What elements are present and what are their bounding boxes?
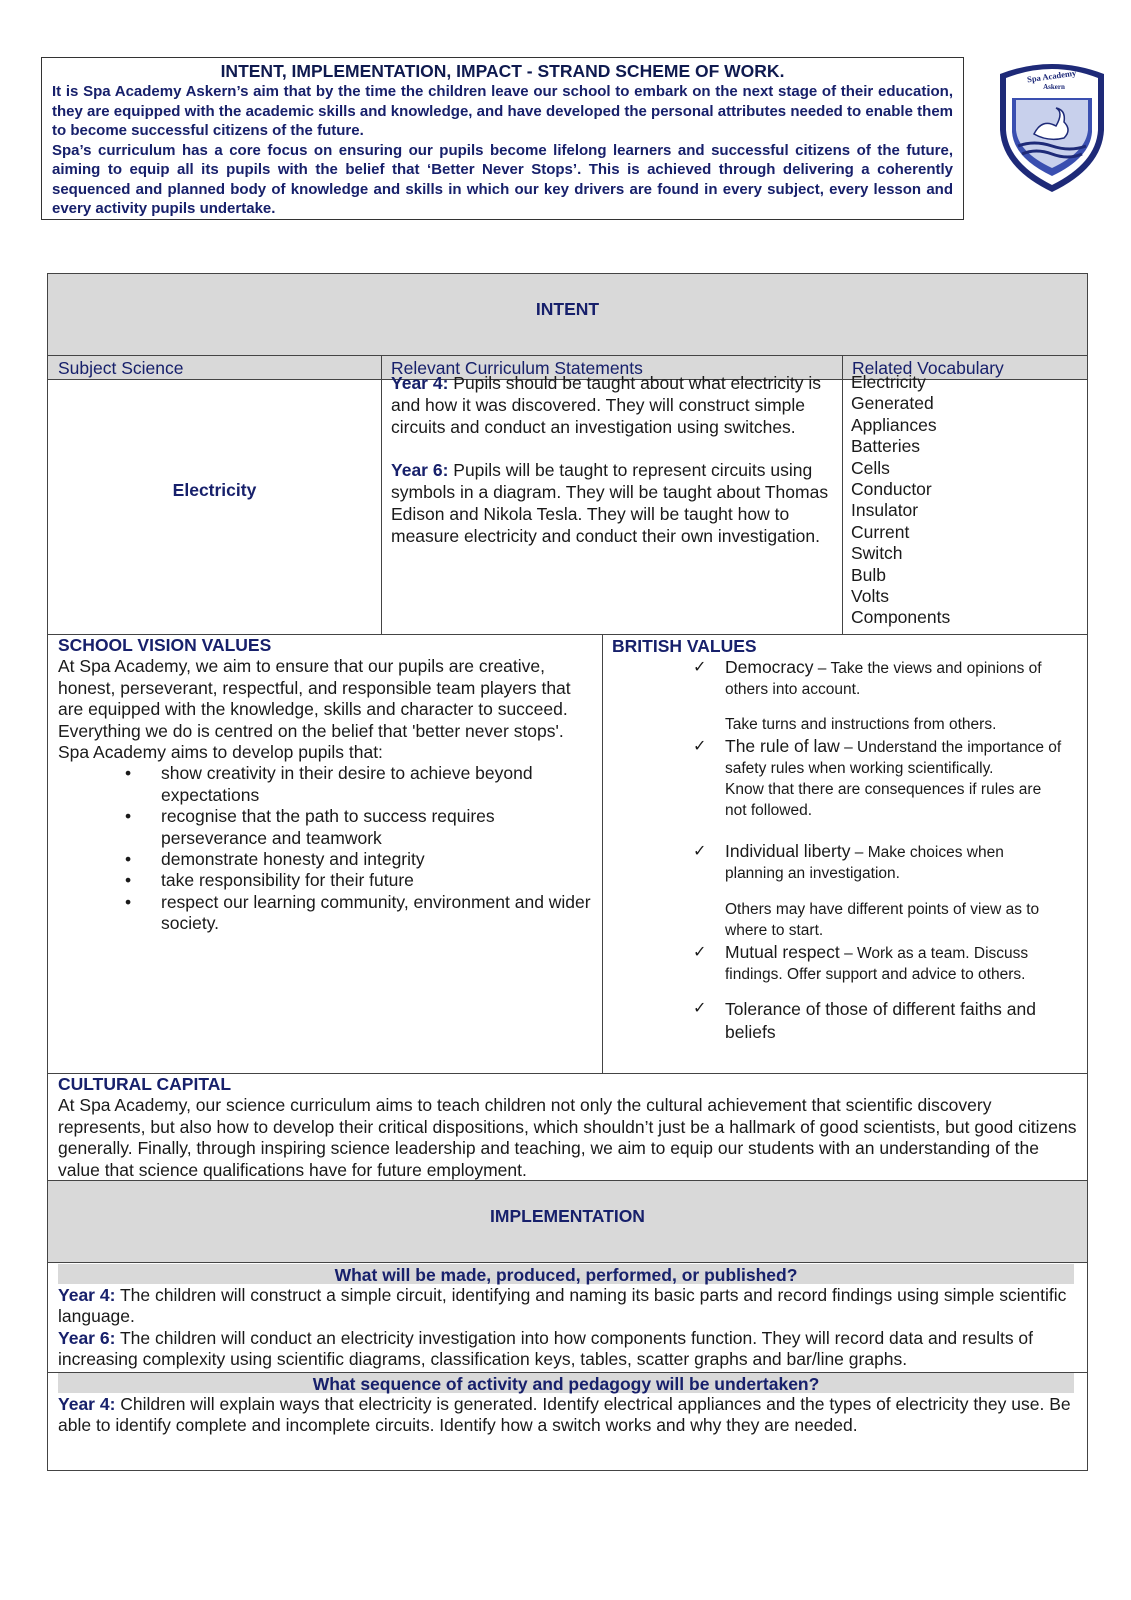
tolerance-item: Tolerance of those of different faiths and beliefs <box>725 999 1036 1042</box>
vocab-item: Conductor <box>851 479 932 500</box>
mutual-respect-label: Mutual respect <box>725 942 840 962</box>
checkmark-icon: ✓ <box>693 843 707 860</box>
implementation-title: IMPLEMENTATION <box>490 1206 645 1226</box>
divider <box>842 356 843 635</box>
logo-text-line2: Askern <box>1043 83 1065 91</box>
vision-bullet: • recognise that the path to success requires perseverance and teamwork <box>58 806 593 849</box>
vision-bullet: • respect our learning community, environment and wider society. <box>58 892 593 935</box>
rule-of-law-label: The rule of law <box>725 736 840 756</box>
year6-label: Year 6: <box>391 460 449 480</box>
cultural-capital <box>58 1074 1080 1181</box>
q1-year4-text: The children will construct a simple circuit, identifying and naming its basic parts and record findings using simple scientific language. <box>58 1285 1067 1327</box>
democracy-item <box>725 657 1065 700</box>
q1-year6-text: The children will conduct an electricity investigation into how components function. They will record data and results of increasing complexity using scientific diagrams, classification keys, tables, scatter graphs and bar/line graphs. <box>58 1327 1034 1370</box>
individual-liberty-label: Individual liberty <box>725 841 851 861</box>
checkmark-icon: ✓ <box>693 1000 707 1017</box>
british-values <box>612 635 1082 1073</box>
rule-of-law-item <box>725 736 1065 821</box>
intent-title: INTENT <box>535 299 600 319</box>
mutual-respect-text: – Work as a team. Discuss findings. Offer support and advice to others. <box>725 945 1029 983</box>
vocab-item: Generated <box>851 393 934 414</box>
checkmark-icon: ✓ <box>693 659 707 676</box>
vocab-item: Batteries <box>851 436 921 457</box>
vision-paragraph: At Spa Academy, we aim to ensure that our pupils are creative, honest, perseverant, respectful, and responsible team players that are equipped with the knowledge, skills and character to succeed. <box>58 656 571 720</box>
q1-year4 <box>58 1285 1080 1328</box>
year6-text: Pupils will be taught to represent circuits using symbols in a diagram. They will be taught about Thomas Edison and Nikola Tesla. They will be taught how to measure electricity and conduct their own investigation. <box>391 460 829 546</box>
sequence-content <box>58 1394 1080 1437</box>
cultural-capital-title: CULTURAL CAPITAL <box>58 1074 232 1094</box>
british-values-title: BRITISH VALUES <box>612 636 757 656</box>
header-box <box>41 57 964 220</box>
vision-bullet: • take responsibility for their future <box>58 870 593 891</box>
q1-year4-label: Year 4: <box>58 1285 116 1305</box>
vision-intro: Everything we do is centred on the belief that 'better never stops'. Spa Academy aims to develop pupils that: <box>58 720 564 763</box>
q1-year6-label: Year 6: <box>58 1327 116 1348</box>
implementation-band <box>48 1181 1087 1263</box>
vocab-item: Appliances <box>851 414 937 435</box>
vocabulary-list <box>851 372 1081 629</box>
year4-label: Year 4: <box>391 373 449 393</box>
mutual-respect-item <box>725 942 1065 985</box>
vocab-item: Insulator <box>851 500 919 521</box>
sequence-heading: What sequence of activity and pedagogy will be undertaken? <box>58 1373 1074 1393</box>
vocab-item: Cells <box>851 457 890 478</box>
checkmark-icon: ✓ <box>693 944 707 961</box>
vision-title: SCHOOL VISION VALUES <box>58 635 272 655</box>
q2-year4 <box>58 1394 1080 1437</box>
q1-year6 <box>58 1328 1080 1371</box>
vocab-item: Components <box>851 607 951 628</box>
year4-text: Pupils should be taught about what electricity is and how it was discovered. They will construct simple circuits and conduct an investigation using switches. <box>391 373 821 437</box>
year4-statement <box>391 372 839 438</box>
individual-liberty-extra: Others may have different points of view as to where to start. <box>725 901 1040 939</box>
democracy-text: – Take the views and opinions of others into account. <box>725 660 1042 698</box>
vision-bullet-list <box>58 763 593 934</box>
year6-statement <box>391 459 839 547</box>
checkmark-icon: ✓ <box>693 738 707 755</box>
col-statements-header: Relevant Curriculum Statements <box>381 356 842 380</box>
vision-bullet: • demonstrate honesty and integrity <box>58 849 593 870</box>
school-vision-values <box>58 635 593 935</box>
col-subject-header: Subject Science <box>48 356 381 380</box>
vocab-item: Bulb <box>851 564 887 585</box>
q2-year4-text: Children will explain ways that electricity is generated. Identify electrical appliances and the types of electricity they use. Be able to identify complete and incomplete circuits. Identify how a switch works and why they are needed. <box>58 1394 1071 1436</box>
divider <box>381 356 382 635</box>
curriculum-paragraph: Spa’s curriculum has a core focus on ensuring our pupils become lifelong learners and successful citizens of the future, aiming to equip all its pupils with the belief that ‘Better Never Stops’. This is achieved through delivering a coherently sequenced and planned body of knowledge and skills in which our key drivers are found in every subject, every lesson and every activity pupils undertake. <box>52 141 953 217</box>
individual-liberty-text: – Make choices when planning an investigation. <box>725 844 1004 882</box>
what-made-content <box>58 1285 1080 1371</box>
vocab-item: Electricity <box>851 372 926 392</box>
what-made-heading: What will be made, produced, performed, or published? <box>58 1264 1074 1284</box>
school-crest-logo <box>994 60 1110 194</box>
vocab-item: Switch <box>851 543 903 564</box>
democracy-label: Democracy <box>725 657 814 677</box>
logo-text-line1: Spa Academy <box>1026 67 1077 85</box>
scheme-table <box>47 273 1088 1471</box>
col-vocab-header: Related Vocabulary <box>842 356 1087 380</box>
cultural-capital-text: At Spa Academy, our science curriculum aims to teach children not only the cultural achievement that scientific discovery represents, but also how to develop their critical dispositions, which shouldn’t just be a hallmark of good scientists, but good citizens generally. Finally, through inspiring science leadership and teaching, we aim to equip our students with an understanding of the value that science qualifications have for future employment. <box>58 1095 1077 1180</box>
document-title: INTENT, IMPLEMENTATION, IMPACT - STRAND SCHEME OF WORK. <box>220 61 785 81</box>
individual-liberty-item <box>725 841 1065 884</box>
aim-paragraph: It is Spa Academy Askern’s aim that by the time the children leave our school to embark on the next stage of their education, they are equipped with the academic skills and knowledge, and have developed the personal attributes needed to enable them to become successful citizens of the future. <box>52 83 953 139</box>
curriculum-statements <box>391 372 839 547</box>
vocab-item: Current <box>851 521 910 542</box>
rule-of-law-extra: Know that there are consequences if rules are not followed. <box>725 781 1042 819</box>
q2-year4-label: Year 4: <box>58 1394 116 1414</box>
rule-of-law-text: – Understand the importance of safety rules when working scientifically. <box>725 739 1062 777</box>
democracy-extra: Take turns and instructions from others. <box>725 716 997 733</box>
vision-bullet: • show creativity in their desire to achieve beyond expectations <box>58 763 593 806</box>
intent-band <box>48 274 1087 356</box>
subject-name: Electricity <box>172 480 257 500</box>
divider <box>602 634 603 1073</box>
vocab-item: Volts <box>851 586 889 607</box>
